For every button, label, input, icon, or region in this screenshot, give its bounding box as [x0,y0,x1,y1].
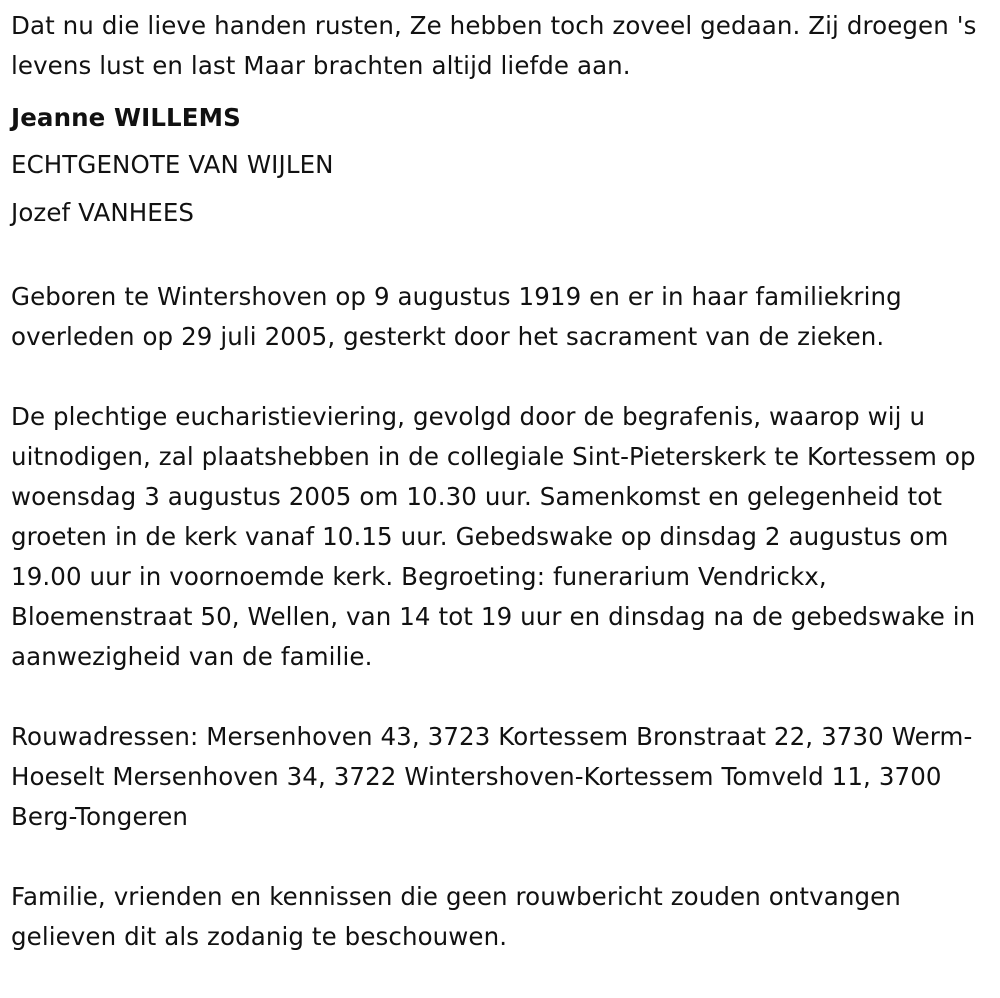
spacer [11,837,991,877]
birth-death-paragraph: Geboren te Wintershoven op 9 augustus 1919 en er in haar familiekring overleden op 29 juli 2005, gesterkt door het sacrament van de zieken. [11,282,902,351]
ceremony-paragraph: De plechtige eucharistieviering, gevolgd door de begrafenis, waarop wij u uitnodigen, zal plaatshebben in de collegiale Sint-Pieterskerk te Kortessem op woensdag 3 augustus 2005 om 10.30 uur. Samenkomst en gelegenheid tot groeten in de kerk vanaf 10.15 uur. Gebedswake op dinsdag 2 augustus om 19.00 uur in voornoemde kerk. Begroeting: funerarium Vendrickx, Bloemenstraat 50, Wellen, van 14 tot 19 uur en dinsdag na de gebedswake in aanwezigheid van de familie. [11,402,976,671]
relation-line: ECHTGENOTE VAN WIJLEN [11,150,334,179]
spouse-name: Jozef VANHEES [11,198,195,227]
spacer [11,357,991,397]
obituary-document [11,6,991,957]
spacer [11,677,991,717]
poem-paragraph: Dat nu die lieve handen rusten, Ze hebben toch zoveel gedaan. Zij droegen 's levens lust en last Maar brachten altijd liefde aan. [11,11,977,80]
closing-paragraph: Familie, vrienden en kennissen die geen rouwbericht zouden ontvangen gelieven dit als zodanig te beschouwen. [11,882,901,951]
addresses-paragraph: Rouwadressen: Mersenhoven 43, 3723 Kortessem Bronstraat 22, 3730 Werm-Hoeselt Mersenhoven 34, 3722 Wintershoven-Kortessem Tomveld 11, 3700 Berg-Tongeren [11,722,973,831]
spacer [11,237,991,277]
deceased-name: Jeanne WILLEMS [11,103,241,132]
